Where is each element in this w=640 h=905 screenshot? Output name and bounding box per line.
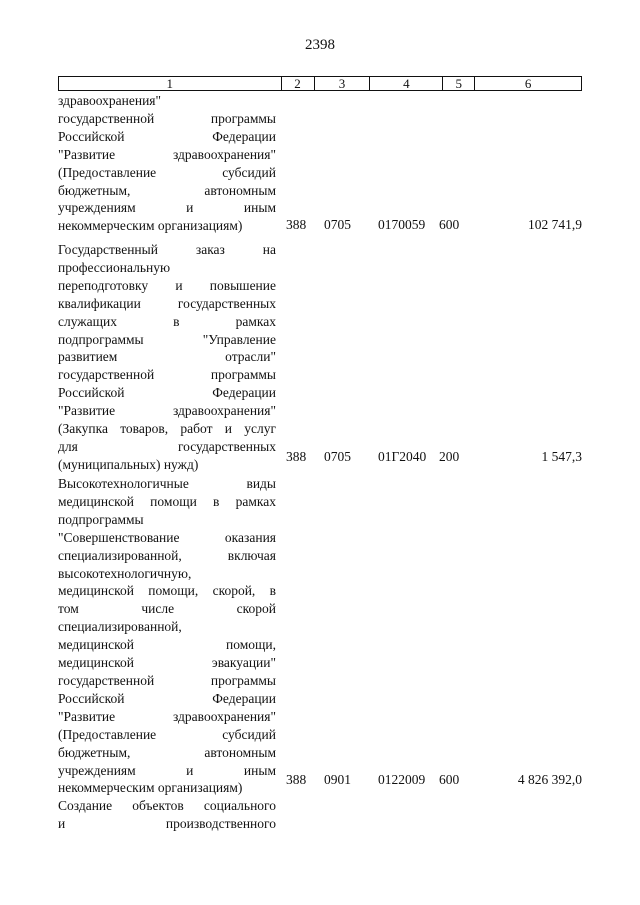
- desc-line: Государственный заказ на: [58, 242, 276, 257]
- desc-line: "Совершенствование оказания: [58, 529, 276, 545]
- col-3-value: 0705: [324, 449, 351, 464]
- row-description: [58, 797, 276, 833]
- page-number: 2398: [305, 37, 335, 53]
- col-2-value: 388: [286, 217, 307, 232]
- desc-line: бюджетным, автономным: [58, 182, 276, 198]
- col-6-value: 4 826 392,0: [517, 772, 582, 787]
- desc-line: "Развитие здравоохранения": [58, 708, 276, 724]
- row-description: [58, 241, 276, 474]
- header-col-5: 5: [442, 77, 474, 90]
- desc-line: специализированной, включая: [58, 547, 276, 563]
- col-4-value: 0122009: [378, 772, 426, 787]
- desc-line: том числе скорой: [58, 601, 276, 617]
- desc-line: Российской Федерации: [58, 385, 276, 401]
- col-6-value: 1 547,3: [541, 449, 582, 464]
- table-header: [58, 76, 582, 91]
- desc-line: медицинской помощи,: [58, 637, 276, 653]
- row-description: [58, 475, 276, 797]
- desc-line: и производственного: [58, 815, 276, 831]
- col-5-value: 200: [439, 449, 460, 464]
- col-2-value: 388: [286, 449, 307, 464]
- desc-line: для государственных: [58, 438, 276, 454]
- desc-line: "Развитие здравоохранения": [58, 403, 276, 419]
- col-2-value: 388: [286, 772, 307, 787]
- desc-line: учреждениям и иным: [58, 762, 276, 778]
- desc-line: высокотехнологичную,: [58, 565, 192, 581]
- col-6-value: 102 741,9: [528, 217, 582, 232]
- col-5-value: 600: [439, 217, 460, 232]
- desc-line: (Закупка товаров, работ и услуг: [58, 421, 276, 437]
- col-4-value: 01Г2040: [378, 449, 427, 464]
- desc-line: подпрограммы "Управление: [58, 331, 276, 347]
- desc-line: подпрограммы: [58, 511, 144, 527]
- desc-line: медицинской эвакуации": [58, 655, 276, 671]
- desc-line: некоммерческим организациям): [58, 218, 243, 234]
- desc-line: развитием отрасли": [58, 349, 276, 365]
- desc-line: Российской Федерации: [58, 128, 276, 144]
- desc-line: здравоохранения": [58, 93, 162, 108]
- header-col-4: 4: [369, 77, 442, 90]
- desc-line: профессиональную: [58, 259, 171, 275]
- desc-line: специализированной,: [58, 619, 182, 635]
- desc-line: государственной программы: [58, 110, 276, 126]
- desc-line: государственной программы: [58, 672, 276, 688]
- desc-line: государственной программы: [58, 367, 276, 383]
- desc-line: бюджетным, автономным: [58, 744, 276, 760]
- desc-line: (Предоставление субсидий: [58, 726, 276, 742]
- desc-line: Создание объектов социального: [58, 798, 276, 813]
- desc-line: Российской Федерации: [58, 690, 276, 706]
- header-col-6: 6: [474, 77, 581, 90]
- desc-line: медицинской помощи в рамках: [58, 493, 276, 509]
- col-3-value: 0901: [324, 772, 351, 787]
- desc-line: служащих в рамках: [58, 313, 276, 329]
- col-4-value: 0170059: [378, 217, 426, 232]
- header-col-3: 3: [314, 77, 370, 90]
- row-description: [58, 92, 276, 235]
- desc-line: некоммерческим организациям): [58, 780, 243, 796]
- header-col-2: 2: [281, 77, 314, 90]
- desc-line: Высокотехнологичные виды: [58, 476, 276, 491]
- col-5-value: 600: [439, 772, 460, 787]
- desc-line: квалификации государственных: [58, 295, 276, 311]
- desc-line: (муниципальных) нужд): [58, 456, 199, 472]
- header-col-1: 1: [166, 76, 174, 91]
- desc-line: "Развитие здравоохранения": [58, 146, 276, 162]
- col-3-value: 0705: [324, 217, 351, 232]
- desc-line: учреждениям и иным: [58, 200, 276, 216]
- desc-line: переподготовку и повышение: [58, 277, 276, 293]
- desc-line: медицинской помощи, скорой, в: [58, 583, 276, 599]
- desc-line: (Предоставление субсидий: [58, 164, 276, 180]
